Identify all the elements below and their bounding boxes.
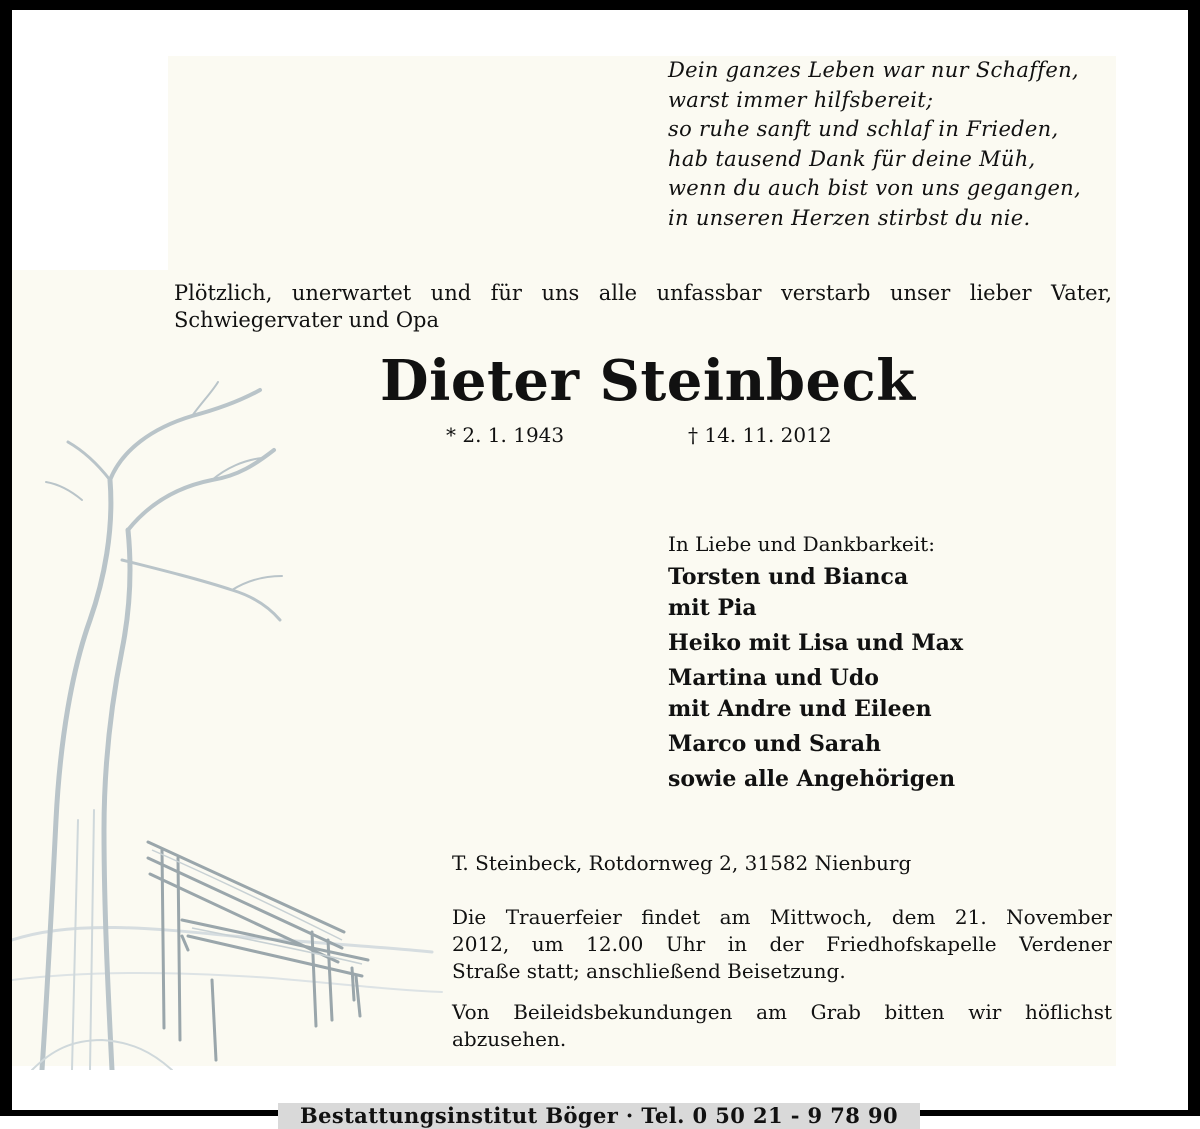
deceased-name: Dieter Steinbeck [380,348,916,414]
condolence-line: abzusehen. [452,1027,567,1051]
mourner-group [668,663,1108,725]
mourner-name: Martina und Udo [668,665,879,691]
mourner-name: Heiko mit Lisa und Max [668,630,964,656]
poem-line: so ruhe sanft und schlaf in Frieden, [668,117,1059,141]
condolence-note [452,999,1112,1053]
family-address: T. Steinbeck, Rotdornweg 2, 31582 Nienburg [452,851,912,875]
mourner-name: Marco und Sarah [668,731,881,757]
tree-and-bench-illustration [12,380,452,1070]
condolence-line: Von Beileidsbekundungen am Grab bitten wir höflichst [452,1000,1112,1024]
mourner-group [668,562,1108,624]
mourner-name: sowie alle Angehörigen [668,766,956,792]
frame-left-border [0,0,12,1116]
memorial-poem [668,56,1118,233]
funeral-line: Die Trauerfeier findet am Mittwoch, dem 21. November [452,905,1112,929]
frame-top-border [0,0,1200,10]
funeral-line: 2012, um 12.00 Uhr in der Friedhofskapelle Verdener [452,932,1112,956]
birth-date: * 2. 1. 1943 [446,423,565,447]
intro-line: Plötzlich, unerwartet und für uns alle unfassbar verstarb unser lieber Vater, [174,281,1112,305]
poem-line: wenn du auch bist von uns gegangen, [668,176,1081,200]
funeral-home-footer: Bestattungsinstitut Böger · Tel. 0 50 21 - 9 78 90 [278,1100,920,1129]
mourner-name: Torsten und Bianca [668,564,909,590]
announcement-intro [174,280,1112,334]
mourners-list [668,530,1108,799]
funeral-details [452,904,1112,985]
poem-line: hab tausend Dank für deine Müh, [668,146,1036,171]
mourner-name: mit Pia [668,595,757,621]
poem-line: in unseren Herzen stirbst du nie. [668,205,1031,230]
mourner-group [668,729,1108,760]
death-date: † 14. 11. 2012 [688,423,832,447]
poem-line: warst immer hilfsbereit; [668,87,934,112]
frame-right-border [1188,0,1200,1116]
funeral-line: Straße statt; anschließend Beisetzung. [452,959,846,983]
mourners-lead: In Liebe und Dankbarkeit: [668,532,935,556]
intro-line: Schwiegervater und Opa [174,308,440,332]
mourner-name: mit Andre und Eileen [668,696,932,722]
poem-line: Dein ganzes Leben war nur Schaffen, [668,58,1079,82]
mourner-group [668,764,1108,795]
mourner-group [668,628,1108,659]
